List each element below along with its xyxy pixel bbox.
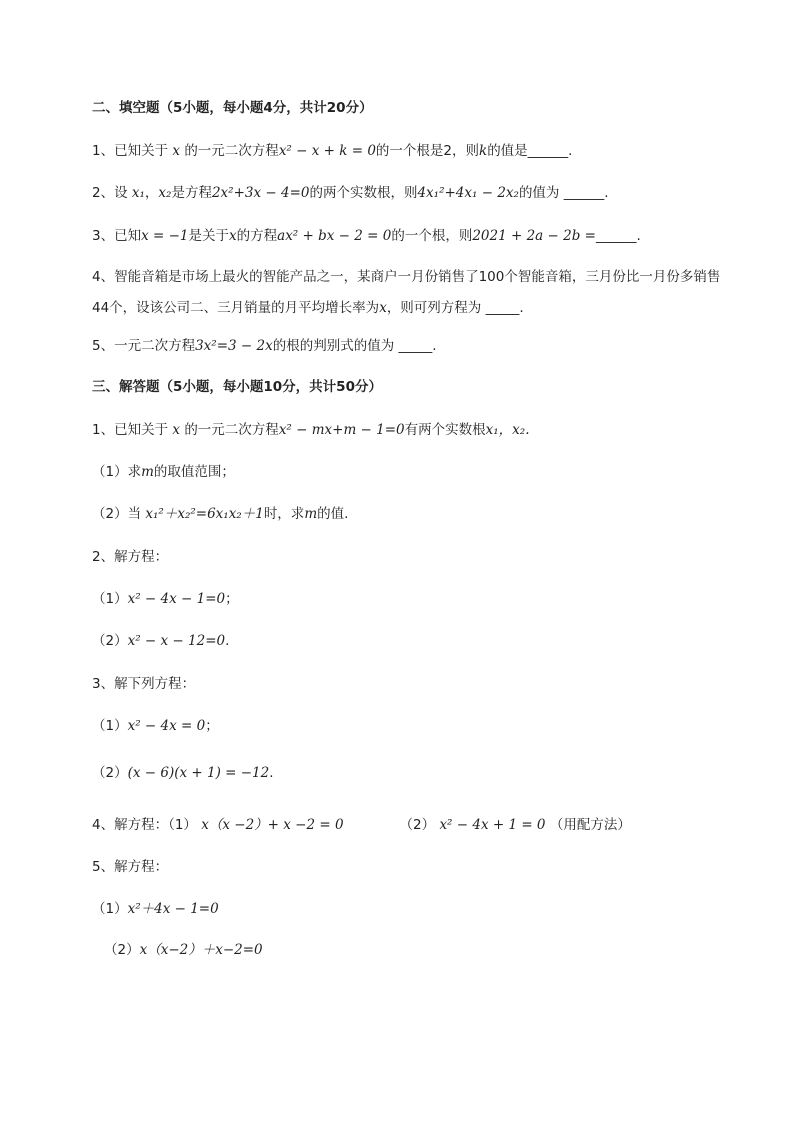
variable: m bbox=[304, 506, 318, 522]
question-text: 已知 bbox=[114, 228, 142, 244]
question-text: 的一元二次方程 bbox=[184, 422, 279, 438]
question-text: 的一个根，则 bbox=[391, 228, 473, 244]
question-text: 解下列方程： bbox=[114, 676, 196, 692]
separator: ， bbox=[144, 185, 159, 201]
equation: 2x²+3x − 4=0 bbox=[211, 185, 310, 201]
question-number: 2、 bbox=[92, 185, 115, 201]
equation: x² − 4x − 1=0 bbox=[127, 591, 226, 607]
answer-blank: 的值是______. bbox=[487, 143, 573, 159]
answer-blank: 的根的判别式的值为 _____. bbox=[272, 338, 437, 354]
punctuation: ； bbox=[205, 718, 219, 734]
punctuation: . bbox=[269, 765, 274, 781]
equation: x₁²＋x₂²=6x₁x₂＋1 bbox=[145, 506, 264, 522]
equation: x² − mx+m − 1=0 bbox=[278, 422, 405, 438]
solve-question-3-part-2 bbox=[92, 763, 274, 783]
question-text: 已知关于 bbox=[114, 422, 169, 438]
fill-question-5 bbox=[92, 336, 437, 356]
question-number: 3、 bbox=[92, 676, 115, 692]
question-text: 是方程 bbox=[171, 185, 212, 201]
solve-question-5 bbox=[92, 857, 168, 877]
question-text: ，则可列方程为 _____. bbox=[386, 300, 524, 316]
equation: x² − 4x + 1 = 0 bbox=[439, 817, 546, 833]
part-label: （1） bbox=[92, 718, 128, 734]
question-text: 设 bbox=[114, 185, 128, 201]
question-text: 解方程： bbox=[114, 549, 169, 565]
solve-question-4 bbox=[92, 815, 631, 835]
variable: x bbox=[172, 143, 181, 159]
equation: x（x −2）+ x −2 = 0 bbox=[201, 817, 344, 833]
solve-question-2-part-2 bbox=[92, 631, 229, 651]
expression: 2021 + 2a − 2b = bbox=[472, 228, 596, 244]
question-text: 的方程 bbox=[236, 228, 278, 244]
question-number: 2、 bbox=[92, 549, 115, 565]
question-text: 的一个根是2，则 bbox=[375, 143, 479, 159]
question-number: 1、 bbox=[92, 143, 115, 159]
question-number: 4、 bbox=[92, 817, 115, 833]
solve-question-1 bbox=[92, 420, 530, 440]
expression: 4x₁²+4x₁ − 2x₂ bbox=[417, 185, 519, 201]
punctuation: ； bbox=[225, 591, 239, 607]
fill-question-3 bbox=[92, 226, 641, 246]
question-text: 的一元二次方程 bbox=[184, 143, 279, 159]
variable: k bbox=[479, 143, 488, 159]
condition: x = −1 bbox=[141, 228, 189, 244]
part-label: （1） bbox=[92, 591, 128, 607]
part-text: 的取值范围； bbox=[153, 464, 235, 480]
question-text: 的两个实数根，则 bbox=[309, 185, 418, 201]
equation: x² − x + k = 0 bbox=[278, 143, 376, 159]
method-note: （用配方法） bbox=[549, 817, 631, 833]
part-label: （1） bbox=[92, 464, 128, 480]
equation: x（x−2）＋x−2=0 bbox=[139, 942, 263, 958]
answer-blank: 的值为 ______. bbox=[518, 185, 609, 201]
question-number: 5、 bbox=[92, 859, 115, 875]
part-label: （2） bbox=[92, 506, 128, 522]
question-text: 智能音箱是市场上最火的智能产品之一，某商户一月份销售了100个智能音箱，三月份比一月份多销售44个，设该公司二、三月销量的月平均增长率为 bbox=[92, 269, 721, 316]
variable: x bbox=[172, 422, 181, 438]
solve-question-1-part-2 bbox=[92, 504, 348, 524]
part-text: 当 bbox=[127, 506, 142, 522]
solve-question-1-part-1 bbox=[92, 462, 235, 482]
answer-blank: ______. bbox=[595, 228, 641, 244]
question-number: 5、 bbox=[92, 338, 115, 354]
equation: (x − 6)(x + 1) = −12 bbox=[127, 765, 270, 781]
solve-question-5-part-1 bbox=[92, 899, 219, 919]
variable: x₁ bbox=[131, 185, 145, 201]
part-label: （2） bbox=[92, 633, 128, 649]
solve-question-2 bbox=[92, 547, 168, 567]
variable: x bbox=[229, 228, 237, 244]
equation: x² − 4x = 0 bbox=[127, 718, 206, 734]
part-label: （2） bbox=[399, 817, 436, 833]
question-text: 解方程： bbox=[114, 817, 169, 833]
part-label: （1） bbox=[92, 901, 128, 917]
equation: ax² + bx − 2 = 0 bbox=[277, 228, 392, 244]
section-heading-solve: 三、解答题（5小题，每小题10分，共计50分） bbox=[92, 379, 382, 395]
question-text: 解方程： bbox=[114, 859, 169, 875]
part-label: （2） bbox=[92, 765, 128, 781]
equation: 3x²=3 − 2x bbox=[195, 338, 273, 354]
solve-question-3-part-1 bbox=[92, 716, 219, 736]
fill-question-2 bbox=[92, 183, 609, 203]
solve-question-3 bbox=[92, 674, 195, 694]
solve-question-5-part-2 bbox=[104, 940, 263, 960]
question-text: 一元二次方程 bbox=[114, 338, 196, 354]
equation: x²＋4x − 1=0 bbox=[127, 901, 219, 917]
part-label: （2） bbox=[104, 942, 140, 958]
variable: m bbox=[141, 464, 154, 480]
fill-question-1 bbox=[92, 141, 572, 161]
variable: x₂ bbox=[158, 185, 172, 201]
question-number: 4、 bbox=[92, 269, 115, 285]
question-text: 是关于 bbox=[188, 228, 230, 244]
question-number: 3、 bbox=[92, 228, 115, 244]
question-number: 1、 bbox=[92, 422, 115, 438]
equation: x² − x − 12=0 bbox=[127, 633, 226, 649]
roots: x₁，x₂. bbox=[485, 422, 530, 438]
variable: x bbox=[379, 300, 387, 316]
part-text: 求 bbox=[127, 464, 142, 480]
fill-question-4 bbox=[92, 262, 736, 324]
solve-question-2-part-1 bbox=[92, 589, 239, 609]
section-heading-fill-in: 二、填空题（5小题，每小题4分，共计20分） bbox=[92, 100, 373, 116]
part-text: 的值. bbox=[317, 506, 349, 522]
punctuation: . bbox=[225, 633, 230, 649]
question-text: 已知关于 bbox=[114, 143, 169, 159]
part-label: （1） bbox=[168, 817, 197, 833]
part-text: 时，求 bbox=[263, 506, 305, 522]
question-text: 有两个实数根 bbox=[404, 422, 486, 438]
